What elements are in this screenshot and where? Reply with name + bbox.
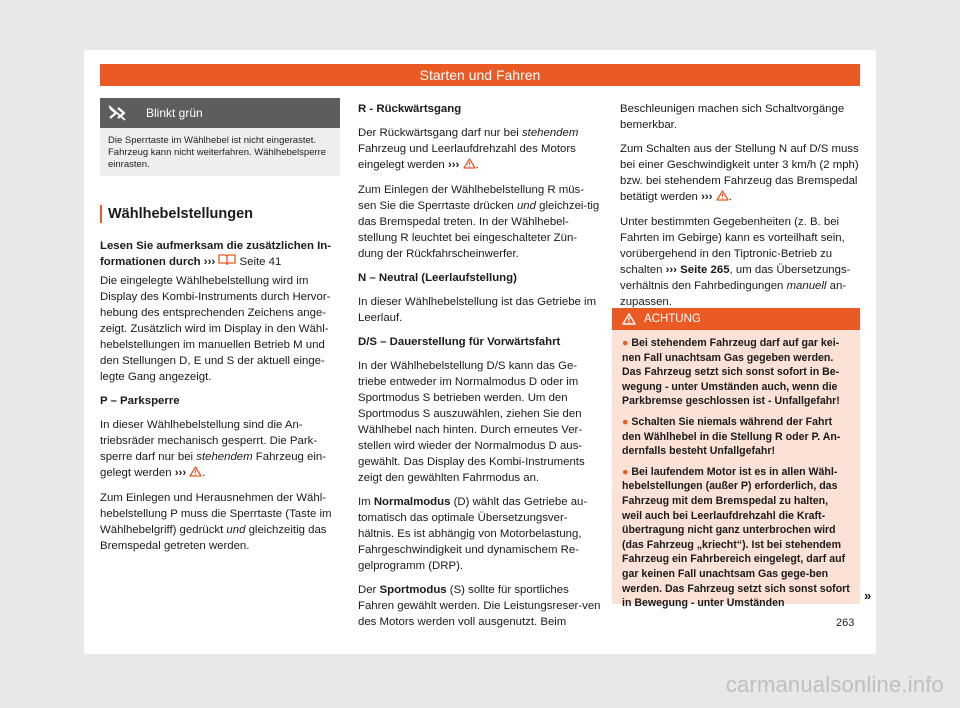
warning-triangle-icon xyxy=(463,158,476,174)
chapter-header xyxy=(100,64,860,86)
heading-p: P – Parksperre xyxy=(100,395,180,407)
paragraph-park: In dieser Wählhebelstellung sind die An-triebsräder mechanisch gesperrt. Die Park-sperre darf nur bei stehendem Fahrzeug ein-gelegt werden ››› . xyxy=(100,417,344,482)
paragraph-switch: Zum Schalten aus der Stellung N auf D/S muss bei einer Geschwindigkeit unter 3 km/h (2 mph) bzw. bei stehendem Fahrzeug das Bremspedal betätigt werden ››› . xyxy=(620,141,864,206)
text-r1-ital: stehendem xyxy=(521,127,579,139)
text-lever-a: Zum Einlegen und Herausnehmen der Wähl-hebelstellung P muss die Sperrtaste (Taste im Wählhebelgriff) gedrückt xyxy=(100,492,332,536)
ref-arrows: ››› xyxy=(203,256,216,268)
heading-ds: D/S – Dauerstellung für Vorwärtsfahrt xyxy=(358,336,561,348)
gear-shift-crossed-icon xyxy=(100,104,134,122)
text-park-a: In dieser Wählhebelstellung sind die An-triebsräder mechanisch gesperrt. Die Park-sperre darf nur bei xyxy=(100,419,318,463)
watermark: carmanualsonline.info xyxy=(725,672,944,697)
column-3 xyxy=(620,101,864,318)
ref-arrows: ››› xyxy=(701,191,713,203)
text-c3-ital: manuell xyxy=(786,280,827,292)
warning-text: Bei laufendem Motor ist es in allen Wähl-hebelstellungen (außer P) erforderlich, das Fahrzeug mit dem Bremspedal zu halten, weil auch bei Leerlaufdrehzahl die Kraft-übertragung nicht ganz unterbrochen wird (das Fahrzeug „kriecht“). Ist bei stehendem Fahrzeug ein Fahrbereich eingelegt, darf auf gar keinen Fall unachtsam Gas gege-ben werden. Das Fahrzeug setzt sich sonst sofort in Bewegung - unter Umständen xyxy=(622,465,850,610)
text-d2-pre: Im xyxy=(358,496,374,508)
text-park-b: Fahrzeug ein-gelegt werden xyxy=(100,451,327,479)
intro-line-2: formationen durch xyxy=(100,256,201,268)
paragraph-reverse-2 xyxy=(358,182,602,262)
page-link-41[interactable]: Seite 41 xyxy=(239,256,282,268)
paragraph-park-lever xyxy=(100,490,344,554)
warning-triangle-icon xyxy=(189,466,202,482)
heading-r: R - Rückwärtsgang xyxy=(358,103,462,115)
continue-marker: » xyxy=(864,588,872,603)
warning-triangle-icon xyxy=(622,313,636,325)
info-box-bar xyxy=(100,98,340,128)
warning-item xyxy=(622,336,850,409)
warning-title: ACHTUNG xyxy=(644,313,701,325)
text-d3-post: (S) sollte für sportliches Fahren gewählt werden. Die Leistungsreser-ven des Motors werden voll ausgenutzt. Beim xyxy=(358,584,601,628)
bullet-icon: ● xyxy=(622,337,629,349)
paragraph-ds: In der Wählhebelstellung D/S kann das Ge-triebe entweder im Normalmodus D oder im Sportmodus S betrieben werden. Um den Sportmodus S auszuwählen, ziehen Sie den Wählhebel nach hinten. Durch erneutes Ver-stellen wird wieder der Normalmodus D aus-gewählt. Das Display des Kombi-Instruments zeigt den gewählten Fahrmodus an. xyxy=(358,360,585,484)
text-d2-bold: Normalmodus xyxy=(373,496,451,508)
text-c3-c: an-zupassen. xyxy=(620,280,847,308)
text-r1-a: Der Rückwärtsgang darf nur bei xyxy=(358,127,522,139)
warning-text: Schalten Sie niemals während der Fahrt den Wählhebel in die Stellung R oder P. An-dernfalls besteht Unfallgefahr! xyxy=(622,415,841,458)
text-lever-ital: und xyxy=(226,524,246,536)
warning-item xyxy=(622,465,850,611)
bullet-icon: ● xyxy=(622,465,629,478)
book-icon xyxy=(218,256,236,268)
paragraph-normal xyxy=(358,494,602,574)
text-c2: Zum Schalten aus der Stellung N auf D/S muss bei einer Geschwindigkeit unter 3 km/h (2 mph) bzw. bei stehendem Fahrzeug das Bremspedal betätigt werden xyxy=(620,143,859,203)
text-d2-post: (D) wählt das Getriebe au-tomatisch das optimale Übersetzungsver-hältnis. Es ist abhängig von Motorbelastung, Fahrgeschwindigkeit und dynamischem Re-gelprogramm (DRP). xyxy=(358,496,588,572)
heading-n: N – Neutral (Leerlaufstellung) xyxy=(358,272,517,284)
page-number: 263 xyxy=(836,617,855,629)
info-box-text: Die Sperrtaste im Wählhebel ist nicht eingerastet. Fahrzeug kann nicht weiterfahren. Wählhebelsperre einrasten. xyxy=(108,135,327,170)
text-r2-a: Zum Einlegen der Wählhebelstellung R müs-sen Sie die Sperrtaste drücken xyxy=(358,184,585,212)
text-d3-bold: Sportmodus xyxy=(379,584,447,596)
text-d3-pre: Der xyxy=(358,584,380,596)
text-r1-b: Fahrzeug und Leerlaufdrehzahl des Motors eingelegt werden xyxy=(358,143,576,171)
column-1 xyxy=(100,238,344,562)
paragraph-accel: Beschleunigen machen sich Schaltvorgänge bemerkbar. xyxy=(620,103,845,131)
paragraph-reverse: Der Rückwärtsgang darf nur bei stehendem Fahrzeug und Leerlaufdrehzahl des Motors eingelegt werden ››› . xyxy=(358,125,602,174)
section-title: Wählhebelstellungen xyxy=(100,205,348,223)
info-box-label: Blinkt grün xyxy=(146,106,203,120)
paragraph-display: Die eingelegte Wählhebelstellung wird im Display des Kombi-Instruments durch Hervor-hebung des entsprechenden Zeichens ange-zeigt. Zusätzlich wird im Display in den Wähl-hebelstellungen im manuellen Betrieb M und den Stellungen D, E und S der aktuell einge-legte Gang angezeigt. xyxy=(100,275,331,383)
warning-item xyxy=(622,415,850,459)
intro-line-1: Lesen Sie aufmerksam die zusätzlichen In- xyxy=(100,240,332,252)
ref-arrows: ››› xyxy=(447,159,460,171)
warning-triangle-icon xyxy=(716,190,729,206)
warning-text: Bei stehendem Fahrzeug darf auf gar kei-nen Fall unachtsam Gas gegeben werden. Das Fahrzeug setzt sich sonst sofort in Be-wegung - unter Umständen auch, wenn die Parkbremse geschlossen ist - Unfallgefahr! xyxy=(622,337,840,408)
page-link-265[interactable]: ››› Seite 265 xyxy=(665,264,730,276)
column-2 xyxy=(358,101,602,638)
text-park-ital: stehendem xyxy=(196,451,253,463)
paragraph-neutral: In dieser Wählhebelstellung ist das Getriebe im Leerlauf. xyxy=(358,296,597,324)
bullet-icon: ● xyxy=(622,415,629,428)
paragraph-tiptronic xyxy=(620,214,864,310)
warning-header xyxy=(612,308,860,330)
info-box xyxy=(100,98,340,176)
paragraph-sport xyxy=(358,582,602,630)
text-r2-b: gleichzei-tig das Bremspedal treten. In der Wählhebel-stellung R leuchtet bei eingeschalteter Zün-dung der Rückfahrscheinwerfer. xyxy=(358,200,600,260)
warning-box xyxy=(612,308,860,610)
text-c3-a: Unter bestimmten Gegebenheiten (z. B. bei Fahrten im Gebirge) kann es vorteilhaft sein, vorübergehend in den Tiptronic-Betrieb zu schalten xyxy=(620,216,845,276)
warning-body xyxy=(612,330,860,611)
text-lever-b: gleichzeitig das Bremspedal getreten werden. xyxy=(100,524,327,552)
text-r2-ital: und xyxy=(516,200,536,212)
text-c3-b: , um das Übersetzungs-verhältnis den Fahrbedingungen xyxy=(620,264,851,292)
chapter-title: Starten und Fahren xyxy=(419,67,541,83)
ref-arrows: ››› xyxy=(174,467,187,479)
